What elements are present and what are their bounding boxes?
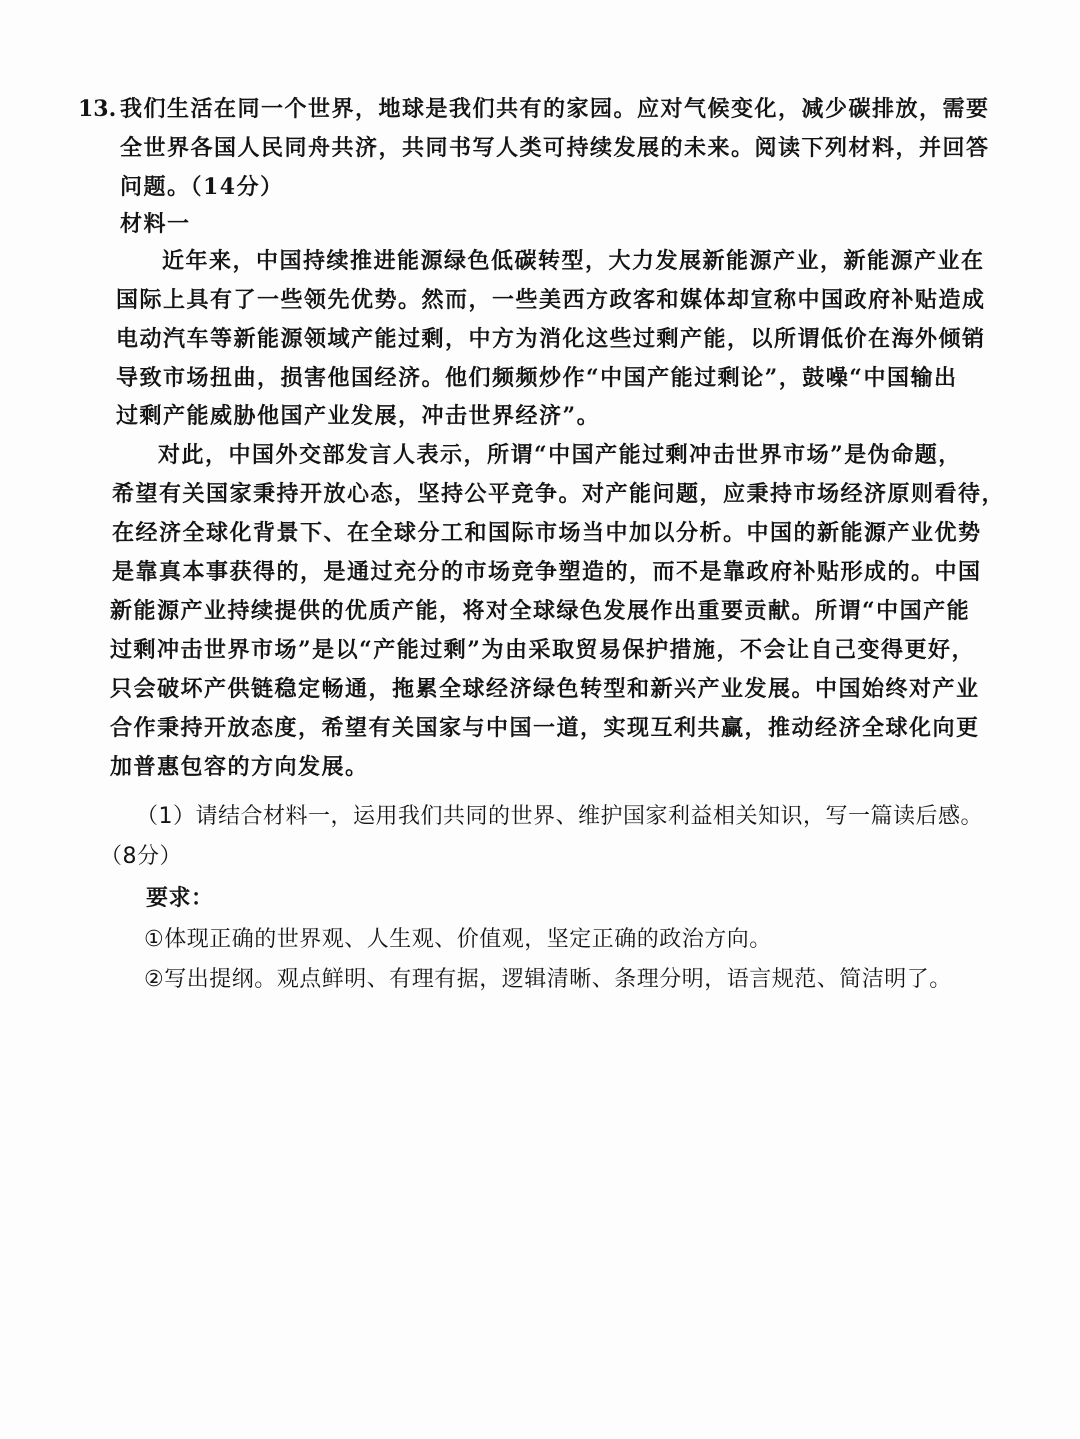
material-p2-line-4: 是靠真本事获得的，是通过充分的市场竞争塑造的，而不是靠政府补贴形成的。中国 [112, 559, 982, 585]
material-p2-line-7: 只会破坏产供链稳定畅通，拖累全球经济绿色转型和新兴产业发展。中国始终对产业 [110, 676, 980, 702]
requirement-item-2: ②写出提纲。观点鲜明、有理有据，逻辑清晰、条理分明，语言规范、简洁明了。 [144, 967, 952, 992]
material-title: 材料一 [120, 211, 191, 237]
material-p1-line-1: 近年来，中国持续推进能源绿色低碳转型，大力发展新能源产业，新能源产业在 [162, 248, 985, 274]
material-p2-line-5: 新能源产业持续提供的优质产能，将对全球绿色发展作出重要贡献。所谓“中国产能 [110, 598, 971, 624]
material-p2-line-3: 在经济全球化背景下、在全球分工和国际市场当中加以分析。中国的新能源产业优势 [112, 520, 982, 546]
material-p2-line-9: 加普惠包容的方向发展。 [110, 754, 369, 780]
material-p2-line-8: 合作秉持开放态度，希望有关国家与中国一道，实现互利共赢，推动经济全球化向更 [110, 715, 980, 741]
material-p1-line-5: 过剩产能威胁他国产业发展，冲击世界经济”。 [116, 403, 601, 429]
subquestion-line-2: （8分） [100, 844, 182, 869]
question-number: 13. [78, 96, 117, 122]
material-p2-line-2: 希望有关国家秉持开放心态，坚持公平竞争。对产能问题，应秉持市场经济原则看待， [112, 481, 1006, 507]
material-p1-line-2: 国际上具有了一些领先优势。然而，一些美西方政客和媒体却宣称中国政府补贴造成 [116, 287, 986, 313]
question-intro-line-3: 问题。（14分） [120, 174, 284, 200]
material-p1-line-3: 电动汽车等新能源领域产能过剩，中方为消化这些过剩产能，以所谓低价在海外倾销 [116, 326, 986, 352]
requirement-item-1: ①体现正确的世界观、人生观、价值观，坚定正确的政治方向。 [144, 927, 772, 952]
requirements-title: 要求： [146, 886, 214, 911]
material-p1-line-4: 导致市场扭曲，损害他国经济。他们频频炒作“中国产能过剩论”，鼓噪“中国输出 [116, 365, 958, 391]
material-p2-line-6: 过剩冲击世界市场”是以“产能过剩”为由采取贸易保护措施，不会让自己变得更好， [110, 637, 975, 663]
material-p2-line-1: 对此，中国外交部发言人表示，所谓“中国产能过剩冲击世界市场”是伪命题， [158, 442, 962, 468]
subquestion-line-1: （1）请结合材料一，运用我们共同的世界、维护国家利益相关知识，写一篇读后感。 [136, 804, 983, 829]
question-intro-line-2: 全世界各国人民同舟共济，共同书写人类可持续发展的未来。阅读下列材料，并回答 [120, 135, 990, 161]
question-intro-line-1: 我们生活在同一个世界，地球是我们共有的家园。应对气候变化，减少碳排放，需要 [120, 96, 990, 122]
